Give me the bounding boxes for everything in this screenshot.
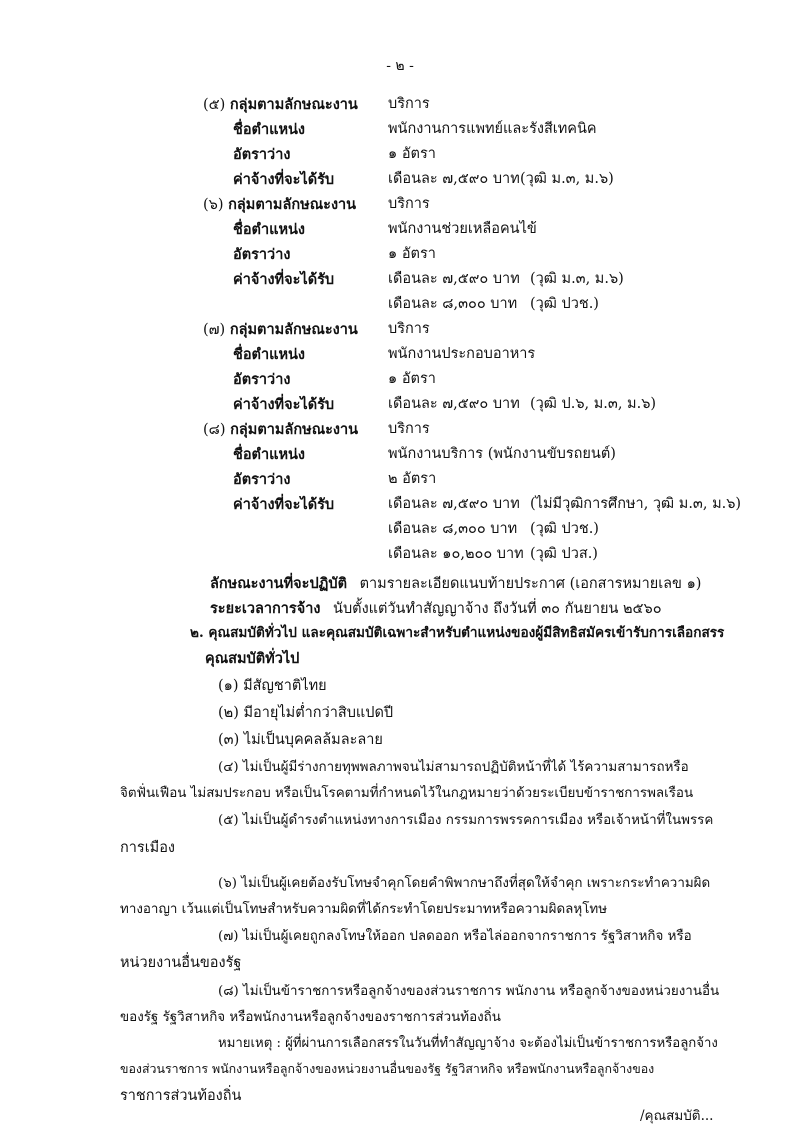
group-7-position-label: ชื่อตำแหน่ง bbox=[233, 346, 306, 363]
group-6-vacancy-value: ๑ อัตรา bbox=[388, 246, 436, 262]
qualification-6-line-1: (๖) ไม่เป็นผู้เคยต้องรับโทษจำคุกโดยคำพิพากษาถึงที่สุดให้จำคุก เพราะกระทำความผิด bbox=[218, 876, 711, 891]
continuation-marker: /คุณสมบัติ... bbox=[640, 1108, 714, 1124]
group-7-position-value: พนักงานประกอบอาหาร bbox=[388, 346, 536, 362]
qualification-4-line-1: (๔) ไม่เป็นผู้มีร่างกายทุพพลภาพจนไม่สามารถปฏิบัติหน้าที่ได้ ไร้ความสามารถหรือ bbox=[218, 760, 689, 775]
qualification-7-line-1: (๗) ไม่เป็นผู้เคยถูกลงโทษให้ออก ปลดออก หรือไล่ออกจากราชการ รัฐวิสาหกิจ หรือ bbox=[218, 929, 692, 944]
group-5-position-value: พนักงานการแพทย์และรังสีเทคนิค bbox=[388, 121, 597, 137]
qualification-5-line-1: (๕) ไม่เป็นผู้ดำรงตำแหน่งทางการเมือง กรรมการพรรคการเมือง หรือเจ้าหน้าที่ในพรรค bbox=[218, 813, 714, 828]
group-6-index: (๖) bbox=[203, 197, 224, 213]
remark-line-3: ราชการส่วนท้องถิ่น bbox=[120, 1088, 242, 1104]
group-6-wage-qualification-1: (วุฒิ ม.๓, ม.๖) bbox=[530, 271, 624, 287]
group-8-wage-qualification-1: (ไม่มีวุฒิการศึกษา, วุฒิ ม.๓, ม.๖) bbox=[530, 496, 742, 512]
group-7-vacancy-value: ๑ อัตรา bbox=[388, 371, 436, 387]
group-6-wage-qualification-2: (วุฒิ ปวช.) bbox=[530, 296, 599, 312]
qualification-1: (๑) มีสัญชาติไทย bbox=[218, 678, 327, 694]
group-8-vacancy-label: อัตราว่าง bbox=[233, 471, 291, 488]
group-8-wage-label: ค่าจ้างที่จะได้รับ bbox=[233, 496, 335, 513]
group-5-wage-qualification: (วุฒิ ม.๓, ม.๖) bbox=[520, 171, 614, 187]
group-8-value: บริการ bbox=[388, 421, 430, 437]
group-8-wage-qualification-2: (วุฒิ ปวช.) bbox=[530, 521, 599, 537]
group-6-wage-label: ค่าจ้างที่จะได้รับ bbox=[233, 271, 335, 288]
group-6-header bbox=[203, 196, 356, 214]
remark-line-2: ของส่วนราชการ พนักงานหรือลูกจ้างของหน่วยงานอื่นของรัฐ รัฐวิสาหกิจ หรือพนักงานหรือลูกจ้างของ bbox=[120, 1061, 655, 1076]
group-5-vacancy-value: ๑ อัตรา bbox=[388, 146, 436, 162]
remark-line-1: หมายเหตุ : ผู้ที่ผ่านการเลือกสรรในวันที่ทำสัญญาจ้าง จะต้องไม่เป็นข้าราชการหรือลูกจ้าง bbox=[218, 1036, 718, 1051]
qualification-7-line-2: หน่วยงานอื่นของรัฐ bbox=[120, 955, 242, 971]
group-5-label: กลุ่มตามลักษณะงาน bbox=[229, 96, 358, 113]
group-7-wage-qualification: (วุฒิ ป.๖, ม.๓, ม.๖) bbox=[530, 396, 657, 412]
group-7-header bbox=[203, 321, 358, 339]
group-5-header bbox=[203, 96, 358, 114]
employment-period bbox=[210, 600, 662, 618]
group-5-vacancy-label: อัตราว่าง bbox=[233, 146, 291, 163]
qualification-6-line-2: ทางอาญา เว้นแต่เป็นโทษสำหรับความผิดที่ได้กระทำโดยประมาทหรือความผิดลหุโทษ bbox=[120, 902, 608, 917]
group-8-wage-amount-3: เดือนละ ๑๐,๒๐๐ บาท bbox=[388, 546, 524, 562]
group-6-wage-amount-1: เดือนละ ๗,๕๙๐ บาท bbox=[388, 271, 520, 287]
group-8-vacancy-value: ๒ อัตรา bbox=[388, 471, 437, 487]
group-6-label: กลุ่มตามลักษณะงาน bbox=[228, 196, 357, 213]
group-5-wage-label: ค่าจ้างที่จะได้รับ bbox=[233, 171, 335, 188]
group-6-position-value: พนักงานช่วยเหลือคนไข้ bbox=[388, 221, 537, 237]
qualification-2: (๒) มีอายุไม่ต่ำกว่าสิบแปดปี bbox=[218, 705, 394, 721]
group-7-index: (๗) bbox=[203, 322, 226, 338]
group-8-wage-qualification-3: (วุฒิ ปวส.) bbox=[530, 546, 598, 562]
group-8-position-value: พนักงานบริการ (พนักงานขับรถยนต์) bbox=[388, 446, 616, 462]
job-nature-label: ลักษณะงานที่จะปฏิบัติ bbox=[210, 575, 347, 592]
group-7-wage-label: ค่าจ้างที่จะได้รับ bbox=[233, 396, 335, 413]
qualification-5-line-2: การเมือง bbox=[120, 840, 176, 856]
qualification-8-line-1: (๘) ไม่เป็นข้าราชการหรือลูกจ้างของส่วนราชการ พนักงาน หรือลูกจ้างของหน่วยงานอื่น bbox=[218, 984, 720, 999]
group-6-vacancy-label: อัตราว่าง bbox=[233, 246, 291, 263]
group-7-wage-amount: เดือนละ ๗,๕๙๐ บาท bbox=[388, 396, 520, 412]
page-number: - ๒ - bbox=[386, 58, 414, 74]
group-8-wage-amount-2: เดือนละ ๘,๓๐๐ บาท bbox=[388, 521, 518, 537]
group-7-value: บริการ bbox=[388, 321, 430, 337]
group-5-index: (๕) bbox=[203, 97, 226, 113]
qualification-8-line-2: ของรัฐ รัฐวิสาหกิจ หรือพนักงานหรือลูกจ้างของราชการส่วนท้องถิ่น bbox=[120, 1010, 501, 1025]
job-nature bbox=[210, 575, 701, 593]
employment-period-label: ระยะเวลาการจ้าง bbox=[210, 600, 321, 617]
group-8-index: (๘) bbox=[203, 422, 226, 438]
group-8-wage-amount-1: เดือนละ ๗,๕๙๐ บาท bbox=[388, 496, 520, 512]
qualification-3: (๓) ไม่เป็นบุคคลล้มละลาย bbox=[218, 732, 383, 748]
group-8-position-label: ชื่อตำแหน่ง bbox=[233, 446, 306, 463]
section-2-heading: ๒. คุณสมบัติทั่วไป และคุณสมบัติเฉพาะสำหรับตำแหน่งของผู้มีสิทธิสมัครเข้ารับการเลือกสรร bbox=[190, 625, 725, 641]
group-8-label: กลุ่มตามลักษณะงาน bbox=[230, 421, 359, 438]
group-5-position-label: ชื่อตำแหน่ง bbox=[233, 121, 306, 138]
group-6-wage-amount-2: เดือนละ ๘,๓๐๐ บาท bbox=[388, 296, 518, 312]
group-5-value: บริการ bbox=[388, 96, 430, 112]
group-7-vacancy-label: อัตราว่าง bbox=[233, 371, 291, 388]
group-7-label: กลุ่มตามลักษณะงาน bbox=[229, 321, 358, 338]
qualification-4-line-2: จิตฟั่นเฟือน ไม่สมประกอบ หรือเป็นโรคตามที่กำหนดไว้ในกฎหมายว่าด้วยระเบียบข้าราชการพลเรือน bbox=[120, 786, 694, 801]
group-6-position-label: ชื่อตำแหน่ง bbox=[233, 221, 306, 238]
employment-period-value: นับตั้งแต่วันทำสัญญาจ้าง ถึงวันที่ ๓๐ กันยายน ๒๕๖๐ bbox=[333, 601, 662, 617]
group-5-wage-amount: เดือนละ ๗,๕๙๐ บาท bbox=[388, 171, 520, 187]
group-6-value: บริการ bbox=[388, 196, 430, 212]
group-8-header bbox=[203, 421, 358, 439]
job-nature-value: ตามรายละเอียดแนบท้ายประกาศ (เอกสารหมายเลข ๑) bbox=[359, 576, 702, 592]
section-2-subheading: คุณสมบัติทั่วไป bbox=[205, 650, 300, 667]
